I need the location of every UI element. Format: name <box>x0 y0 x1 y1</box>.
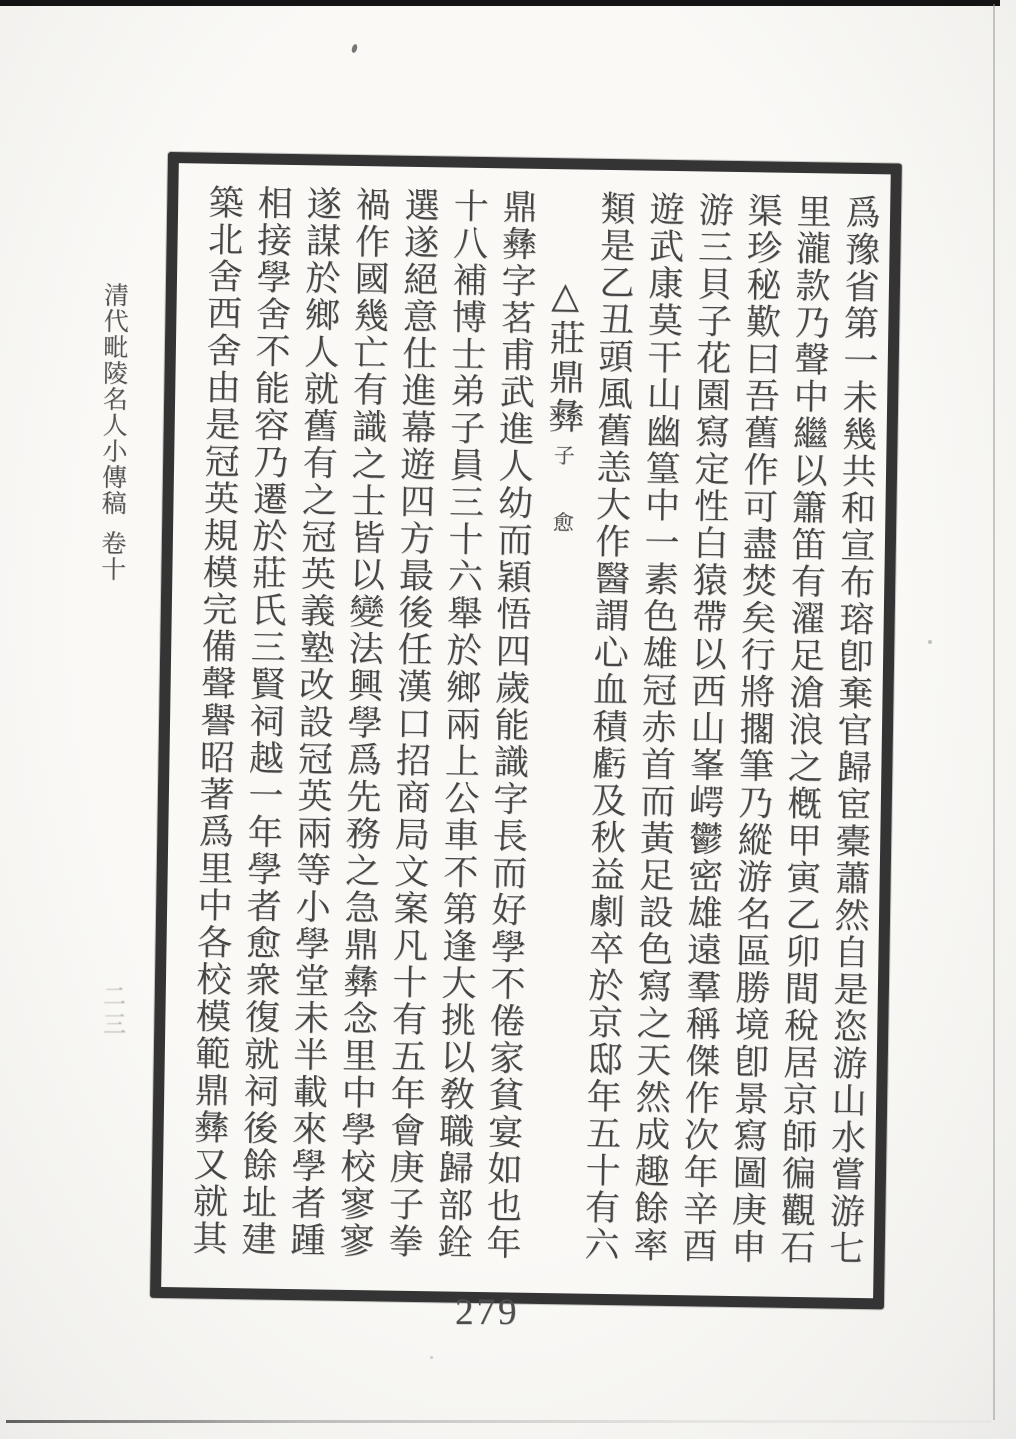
text-column: 鼎彝字茗甫武進人幼而穎悟四歲能識字長而好學不倦家貧宴如也年 <box>481 188 538 1262</box>
text-column: 渠珍秘歎曰吾舊作可盡焚矣行將擱筆乃縱游名區勝境卽景寫圖庚申 <box>726 192 783 1266</box>
text-column: 選遂絕意仕進幕遊四方最後任漢口招商局文案凡十有五年會庚子拳 <box>383 186 440 1261</box>
text-column: 爲豫省第一未幾共和宣布瑢卽棄官歸宦橐蕭然自是恣游山水嘗游七 <box>824 193 881 1268</box>
folio-number: 二三 <box>100 984 125 1040</box>
text-column: 相接學舍不能容乃遷於莊氏三賢祠越一年學者愈衆復就祠後餘址建 <box>236 184 293 1258</box>
section-header-annotation: 愈 <box>550 511 575 533</box>
scan-edge-right <box>993 4 995 1420</box>
text-column: 游三貝子花園寫定性白猿帶以西山峯崿鬱密雄遠羣稱傑作次年辛酉 <box>677 191 734 1265</box>
page-number: 279 <box>455 1292 520 1333</box>
scan-speck <box>430 1356 433 1359</box>
text-column: 遂謀於鄉人就舊有之冠英義塾改設冠英兩等小學堂未半載來學者踵 <box>285 185 342 1259</box>
section-header-name: △莊鼎彝 <box>543 274 587 437</box>
annotation-gap <box>563 436 564 444</box>
text-columns <box>169 183 885 1290</box>
scan-edge-top <box>0 0 1000 6</box>
text-column: 類是乙丑頭風舊恙大作醫謂心血積虧及秋益劇卒於京邸年五十有六 <box>579 189 636 1264</box>
text-column: 十八補博士弟子員三十六舉於鄉兩上公車不第逢大挑以敎職歸部銓 <box>432 187 489 1261</box>
scan-speck <box>928 640 932 644</box>
volume-label: 卷十 <box>97 529 125 583</box>
book-title: 清代毗陵名人小傳稿 <box>98 281 128 517</box>
margin-edition-title <box>92 282 131 582</box>
scan-edge-bottom <box>6 1420 991 1423</box>
section-header-annotation: 子 <box>551 444 576 466</box>
text-column: 遊武康莫干山幽篁中一素色雄冠赤首而黃足設色寫之天然成趣餘率 <box>628 190 685 1264</box>
scan-speck <box>351 43 359 53</box>
text-column: 里瀧款乃聲中繼以簫笛有濯足滄浪之槪甲寅乙卯間稅居京師徧觀石 <box>775 192 832 1267</box>
text-column: 禍作國幾亡有識之士皆以變法興學爲先務之急鼎彝念里中學校寥寥 <box>334 185 391 1260</box>
margin-gap <box>110 516 111 530</box>
text-frame-border <box>150 152 902 1309</box>
annotation-gap <box>562 465 564 511</box>
text-column: 築北舍西舍由是冠英規模完備聲譽昭著爲里中各校模範鼎彝又就其 <box>187 183 244 1258</box>
